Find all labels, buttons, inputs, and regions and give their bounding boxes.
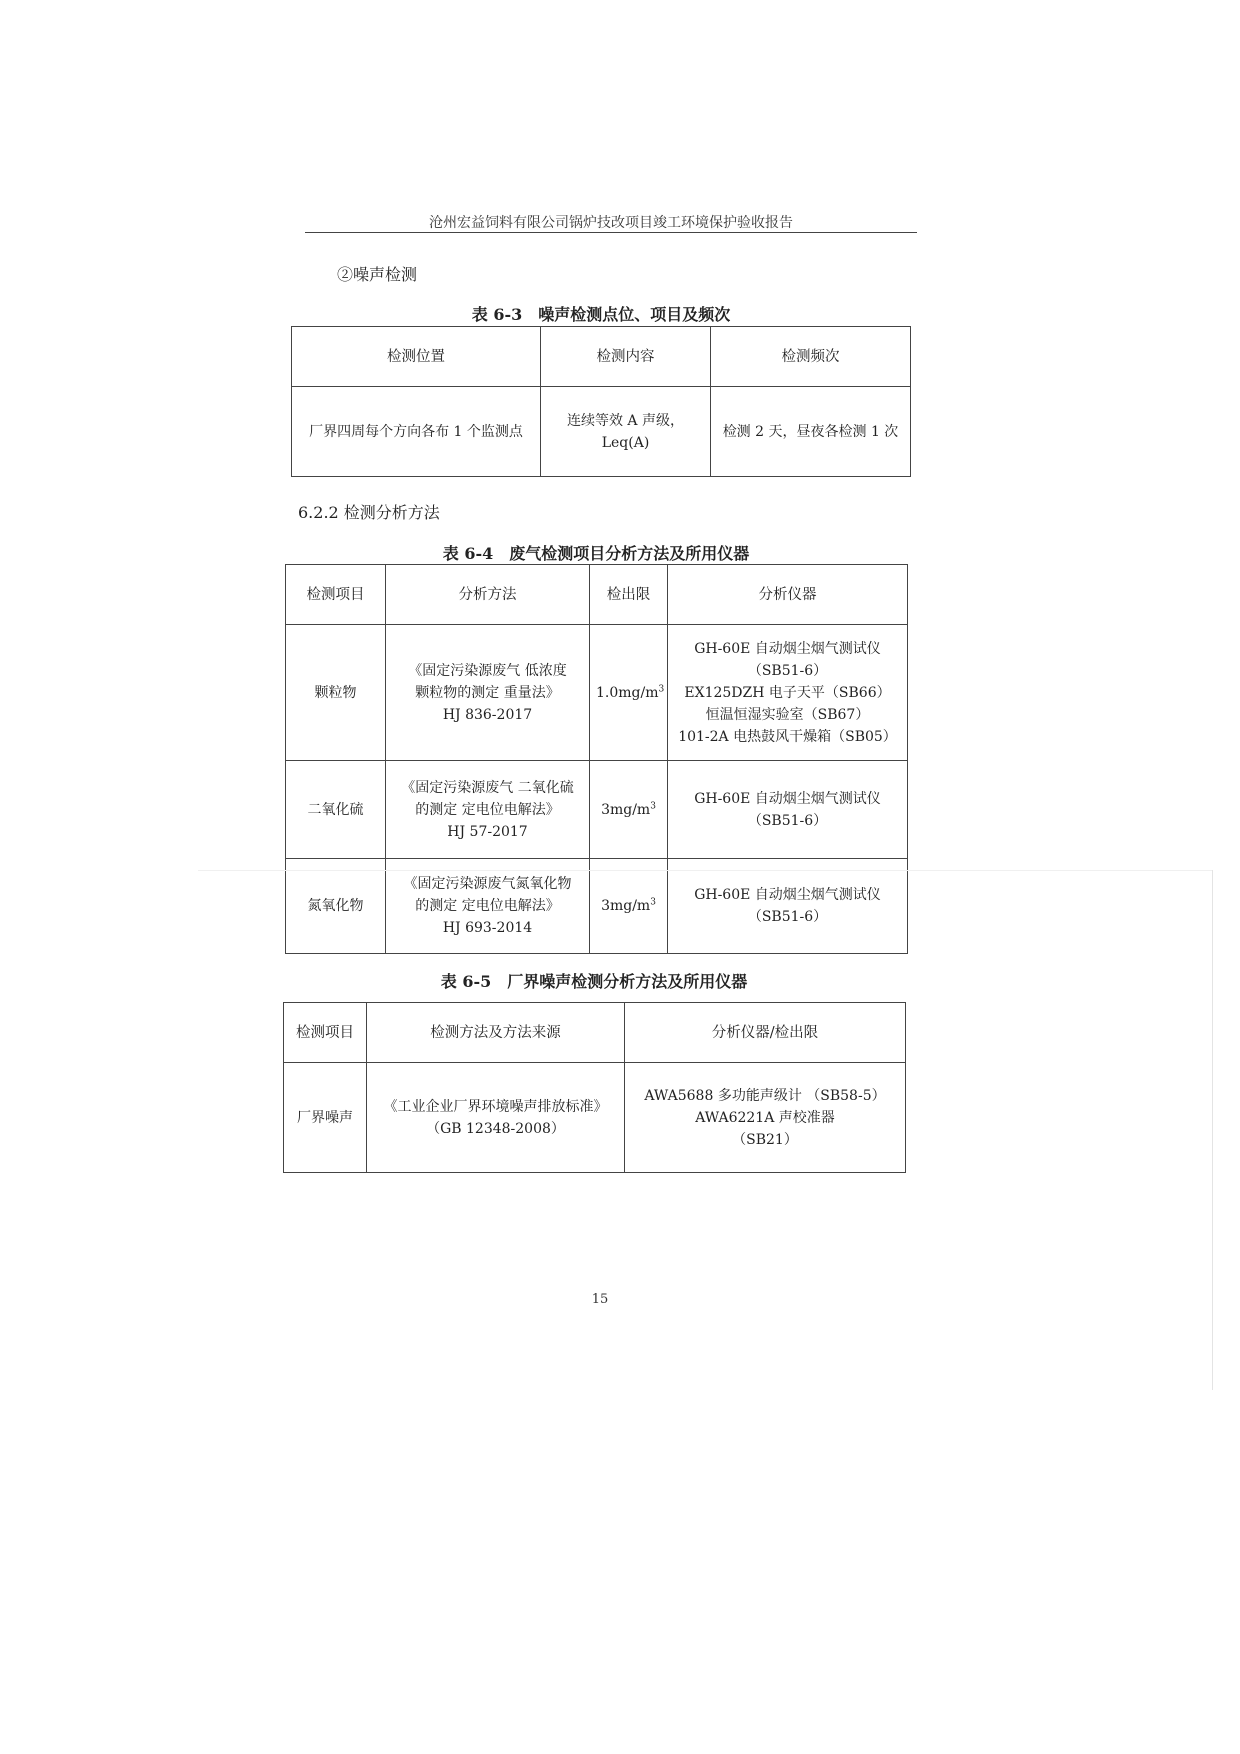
table-6-5-caption: 表 6-5 厂界噪声检测分析方法及所用仪器 <box>440 972 748 991</box>
cell-line: （SB51-6） <box>747 662 828 679</box>
cell-item: 氮氧化物 <box>286 859 386 954</box>
cell-instrument <box>668 859 908 954</box>
table-6-4-caption: 表 6-4 废气检测项目分析方法及所用仪器 <box>442 544 750 563</box>
table-header-row <box>284 1003 906 1063</box>
cell-line: GH-60E 自动烟尘烟气测试仪 <box>694 640 881 657</box>
col-header: 检测项目 <box>284 1003 367 1063</box>
cell-line: 颗粒物的测定 重量法》 <box>415 684 560 701</box>
section-noise-heading: ②噪声检测 <box>337 265 418 284</box>
col-header: 分析仪器/检出限 <box>625 1003 906 1063</box>
cell-instrument <box>668 761 908 859</box>
cell-limit <box>590 761 668 859</box>
cell-line: AWA6221A 声校准器 <box>695 1109 835 1126</box>
scan-edge-line <box>1212 870 1213 1390</box>
cell-line: EX125DZH 电子天平（SB66） <box>684 684 891 701</box>
cell-method <box>386 761 590 859</box>
cell-method <box>386 625 590 761</box>
limit-superscript: 3 <box>658 683 665 694</box>
cell-line: GH-60E 自动烟尘烟气测试仪 <box>694 790 881 807</box>
table-header-row <box>292 327 911 387</box>
cell-line: （SB51-6） <box>747 909 828 925</box>
cell-line: 《固定污染源废气氮氧化物 <box>403 876 572 892</box>
table-6-3 <box>291 326 911 477</box>
table-row <box>286 625 908 761</box>
page-number: 15 <box>591 1292 609 1307</box>
cell-line: 101-2A 电热鼓风干燥箱（SB05） <box>678 728 897 745</box>
limit-value: 3mg/m <box>601 898 651 914</box>
cell-line: （SB51-6） <box>747 812 828 829</box>
cell-line: HJ 836-2017 <box>442 706 533 723</box>
cell-item: 颗粒物 <box>286 625 386 761</box>
cell-line: 《工业企业厂界环境噪声排放标准》 <box>383 1098 608 1115</box>
table-6-4 <box>285 564 908 954</box>
report-header-title: 沧州宏益饲料有限公司锅炉技改项目竣工环境保护验收报告 <box>429 215 793 231</box>
table-row <box>292 387 911 477</box>
cell-line: （GB 12348-2008） <box>426 1120 565 1137</box>
cell-method <box>386 859 590 954</box>
table-6-5 <box>283 1002 906 1173</box>
table-row <box>284 1063 906 1173</box>
cell-line: 《固定污染源废气 低浓度 <box>408 662 567 679</box>
cell-line: 的测定 定电位电解法》 <box>415 801 560 818</box>
cell-limit <box>590 625 668 761</box>
table-row <box>286 761 908 859</box>
col-header: 检测内容 <box>541 327 711 387</box>
col-header: 分析仪器 <box>668 565 908 625</box>
cell-line: （SB21） <box>732 1131 798 1148</box>
cell-line: 的测定 定电位电解法》 <box>415 898 560 914</box>
scan-edge-line <box>198 870 1212 871</box>
cell-line: Leq(A) <box>601 434 650 451</box>
col-header: 检出限 <box>590 565 668 625</box>
cell-line: 连续等效 A 声级， <box>566 412 684 429</box>
cell-line: GH-60E 自动烟尘烟气测试仪 <box>694 887 881 903</box>
cell-method <box>367 1063 625 1173</box>
cell-position: 厂界四周每个方向各布 1 个监测点 <box>292 387 541 477</box>
section-6-2-2-heading: 6.2.2 检测分析方法 <box>298 503 440 522</box>
limit-value: 3mg/m <box>601 801 651 818</box>
limit-superscript: 3 <box>650 897 656 908</box>
cell-item: 二氧化硫 <box>286 761 386 859</box>
cell-line: 恒温恒湿实验室（SB67） <box>705 706 870 723</box>
limit-superscript: 3 <box>650 800 656 811</box>
table-row <box>286 859 908 954</box>
col-header: 分析方法 <box>386 565 590 625</box>
cell-instrument <box>625 1063 906 1173</box>
cell-limit <box>590 859 668 954</box>
cell-frequency: 检测 2 天，昼夜各检测 1 次 <box>711 387 911 477</box>
cell-content <box>541 387 711 477</box>
cell-item: 厂界噪声 <box>284 1063 367 1173</box>
limit-value: 1.0mg/m <box>596 684 659 701</box>
table-6-3-caption: 表 6-3 噪声检测点位、项目及频次 <box>471 305 731 324</box>
cell-line: HJ 693-2014 <box>442 920 533 936</box>
col-header: 检测位置 <box>292 327 541 387</box>
cell-line: HJ 57-2017 <box>447 823 528 840</box>
cell-line: 《固定污染源废气 二氧化硫 <box>401 779 574 796</box>
col-header: 检测频次 <box>711 327 911 387</box>
col-header: 检测项目 <box>286 565 386 625</box>
cell-instrument <box>668 625 908 761</box>
cell-line: AWA5688 多功能声级计 （SB58-5） <box>644 1087 886 1104</box>
table-header-row <box>286 565 908 625</box>
col-header: 检测方法及方法来源 <box>367 1003 625 1063</box>
header-rule <box>305 232 917 233</box>
